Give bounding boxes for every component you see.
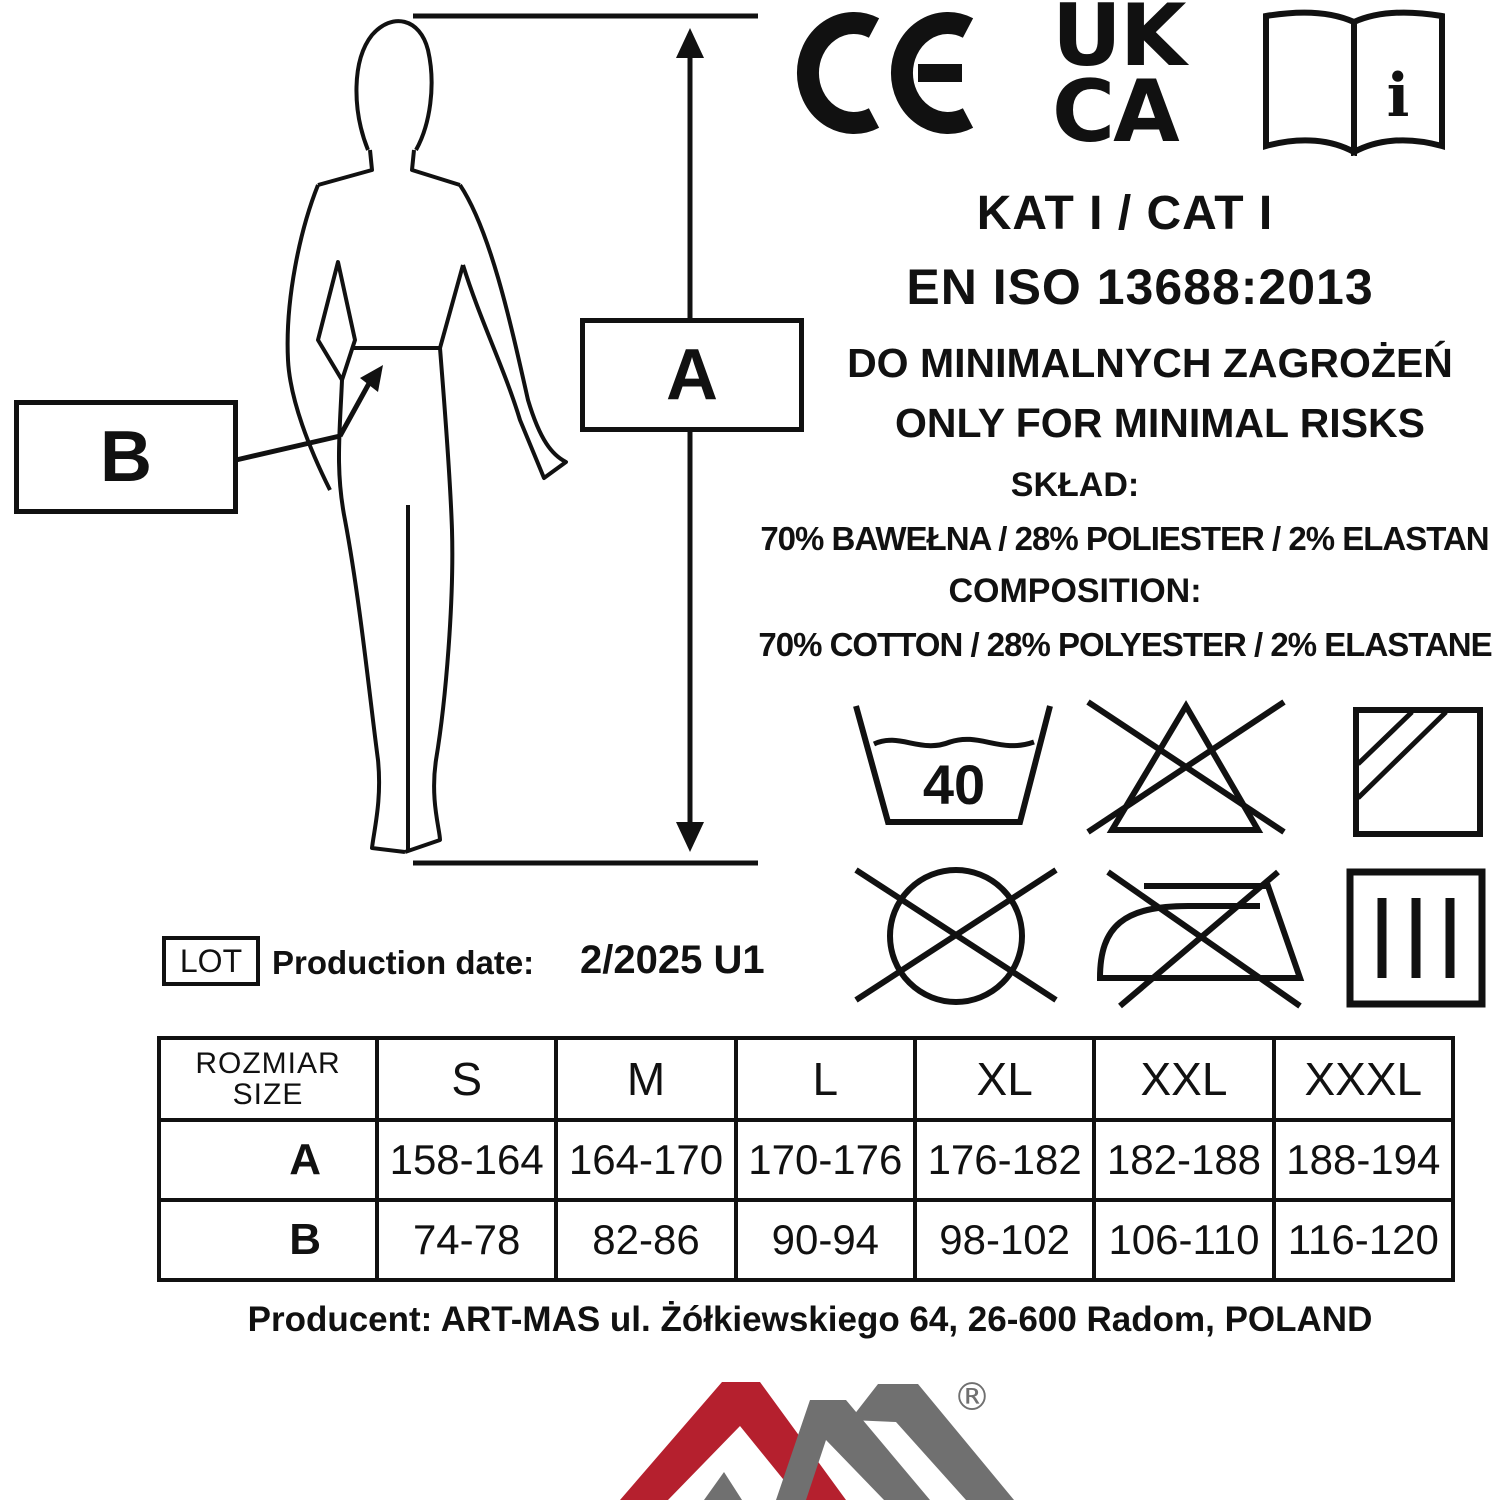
arrow-up-icon [676,28,704,58]
ukca-top: UK [1052,0,1185,86]
art-mas-logo [600,1370,1020,1500]
row-label-a: A [159,1120,377,1200]
dry-flat-shade-icon [1352,706,1486,838]
registered-mark: ® [953,1375,991,1419]
no-dry-clean-icon [852,866,1060,1008]
label-b: B [100,417,152,497]
composition-pl-label: SKŁAD: [1010,466,1140,504]
no-iron-icon [1094,866,1306,1012]
table-cell: 106-110 [1094,1200,1273,1280]
ukca-mark-icon [1052,0,1217,162]
row-label-b: B [159,1200,377,1280]
table-row [159,1200,1453,1280]
table-cell: 182-188 [1094,1120,1273,1200]
table-cell: 90-94 [736,1200,915,1280]
table-cell: 74-78 [377,1200,556,1280]
risk-en-text: ONLY FOR MINIMAL RISKS [894,400,1426,446]
info-letter: i [1386,61,1410,131]
size-table [157,1036,1455,1282]
table-row [159,1120,1453,1200]
size-col-header: S [377,1038,556,1120]
size-header-pl: ROZMIAR [195,1047,341,1080]
size-col-header: L [736,1038,915,1120]
logo-gray-shape-3 [704,1472,742,1500]
risk-pl-text: DO MINIMALNYCH ZAGROŻEŃ [847,340,1453,386]
composition-en-value: 70% COTTON / 28% POLYESTER / 2% ELASTANE [758,626,1492,663]
lot-label: LOT [179,942,243,979]
size-header-row [159,1038,1453,1120]
label-a: A [666,335,718,415]
production-date-label: Production date: [272,944,535,981]
no-bleach-icon [1084,698,1290,838]
composition-pl-value: 70% BAWEŁNA / 28% POLIESTER / 2% ELASTAN [760,520,1489,557]
size-col-header: XL [915,1038,1094,1120]
ukca-bottom: CA [1052,62,1178,162]
table-cell: 188-194 [1274,1120,1453,1200]
waist-pointer-line-2 [340,378,372,436]
table-cell: 98-102 [915,1200,1094,1280]
standard-text: EN ISO 13688:2013 [906,259,1374,315]
svg-text:CE: CE [790,8,792,9]
size-col-header: XXL [1094,1038,1273,1120]
label-a-box [580,318,804,432]
label-b-box [14,400,238,514]
svg-text:40: 40 [922,753,986,816]
table-cell: 170-176 [736,1120,915,1200]
table-cell: 158-164 [377,1120,556,1200]
size-col-header: XXXL [1274,1038,1453,1120]
waist-pointer-line [236,436,340,460]
arrow-down-icon [676,822,704,852]
table-cell: 164-170 [556,1120,735,1200]
size-col-header: M [556,1038,735,1120]
table-cell: 116-120 [1274,1200,1453,1280]
category-text: KAT I / CAT I [976,187,1274,240]
table-cell: 82-86 [556,1200,735,1280]
height-measurement [413,16,758,863]
wash-40-icon [850,700,1060,830]
producer-text: Producent: ART-MAS ul. Żółkiewskiego 64, 26-600 Radom, POLAND [247,1300,1373,1339]
lot-box [162,936,260,986]
size-header-cell [159,1038,377,1120]
instructions-book-icon [1262,8,1447,156]
size-header-en: SIZE [232,1078,304,1111]
production-date-value: 2/2025 U1 [580,938,765,982]
line-dry-icon [1346,868,1488,1008]
ce-mark-icon [790,8,975,136]
table-cell: 176-182 [915,1120,1094,1200]
composition-en-label: COMPOSITION: [948,572,1202,610]
arrow-pointer-icon [360,365,383,392]
